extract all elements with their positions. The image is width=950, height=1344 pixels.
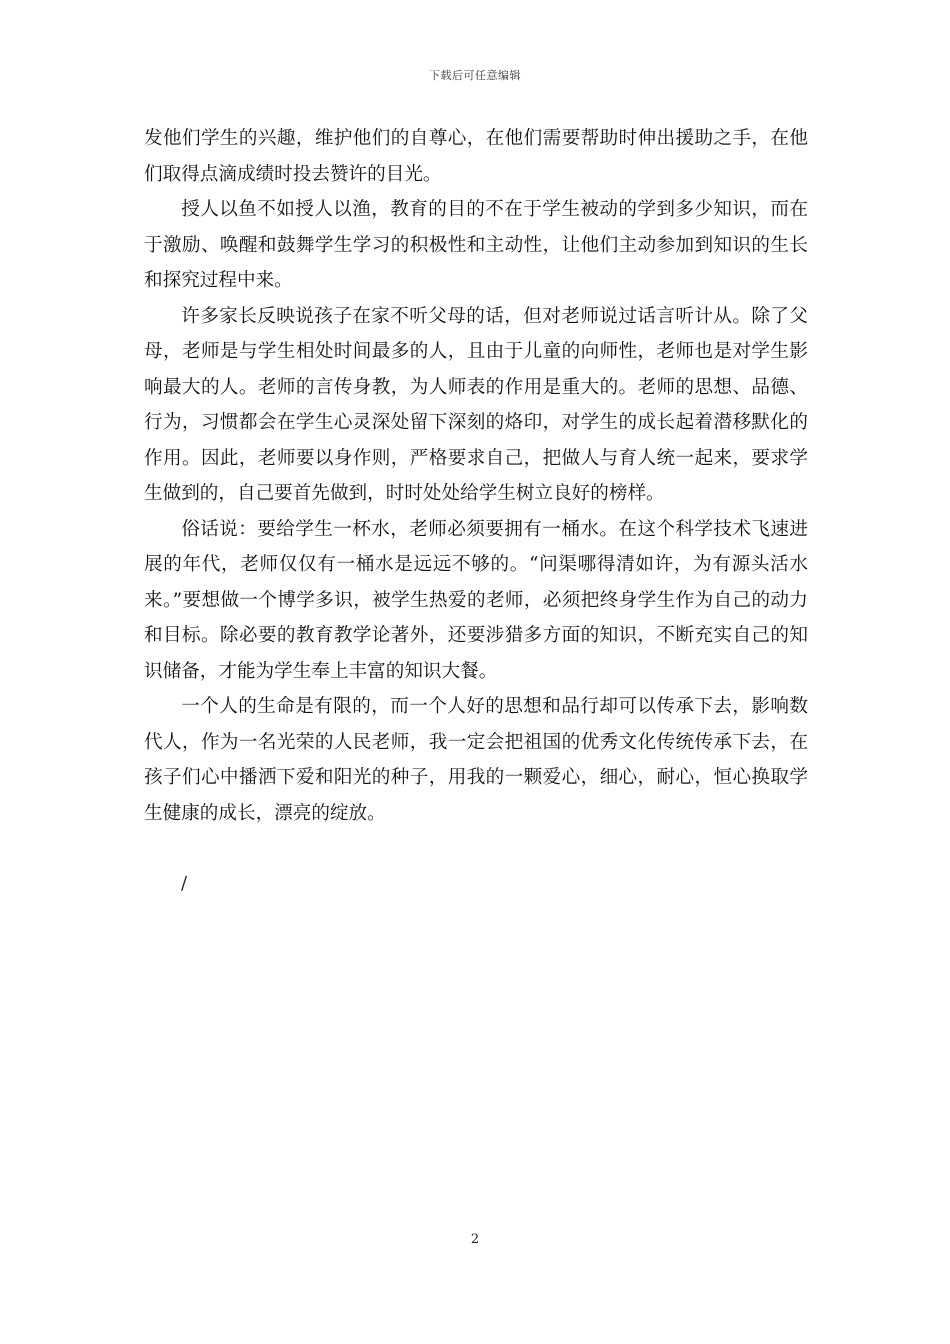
paragraph-continued: 发他们学生的兴趣，维护他们的自尊心，在他们需要帮助时伸出援助之手，在他们取得点滴成绩时投去赞许的目光。	[144, 128, 808, 185]
page-header: 下载后可任意编辑	[429, 69, 521, 82]
paragraph: 一个人的生命是有限的，而一个人好的思想和品行却可以传承下去，影响数代人，作为一名光荣的人民老师，我一定会把祖国的优秀文化传统传承下去，在孩子们心中播洒下爱和阳光的种子，用我的一颗爱心，细心，耐心，恒心换取学生健康的成长，漂亮的绽放。	[144, 696, 808, 824]
paragraph: 许多家长反映说孩子在家不听父母的话，但对老师说过话言听计从。除了父母，老师是与学生相处时间最多的人，且由于儿童的向师性，老师也是对学生影响最大的人。老师的言传身教，为人师表的作用是重大的。老师的思想、品德、行为，习惯都会在学生心灵深处留下深刻的烙印，对学生的成长起着潜移默化的作用。因此，老师要以身作则，严格要求自己，把做人与育人统一起来，要求学生做到的，自己要首先做到，时时处处给学生树立良好的榜样。	[144, 305, 808, 504]
page-number: 2	[470, 1232, 480, 1247]
document-body	[144, 121, 808, 831]
paragraph: 俗话说：要给学生一杯水，老师必须要拥有一桶水。在这个科学技术飞速进展的年代，老师仅仅有一桶水是远远不够的。“问渠哪得清如许，为有源头活水来。”要想做一个博学多识，被学生热爱的老师，必须把终身学生作为自己的动力和目标。除必要的教育教学论著外，还要涉猎多方面的知识，不断充实自己的知识储备，才能为学生奉上丰富的知识大餐。	[144, 518, 808, 682]
paragraph: 授人以鱼不如授人以渔，教育的目的不在于学生被动的学到多少知识，而在于激励、唤醒和鼓舞学生学习的积极性和主动性，让他们主动参加到知识的生长和探究过程中来。	[144, 199, 808, 291]
slash-mark: /	[181, 873, 188, 894]
